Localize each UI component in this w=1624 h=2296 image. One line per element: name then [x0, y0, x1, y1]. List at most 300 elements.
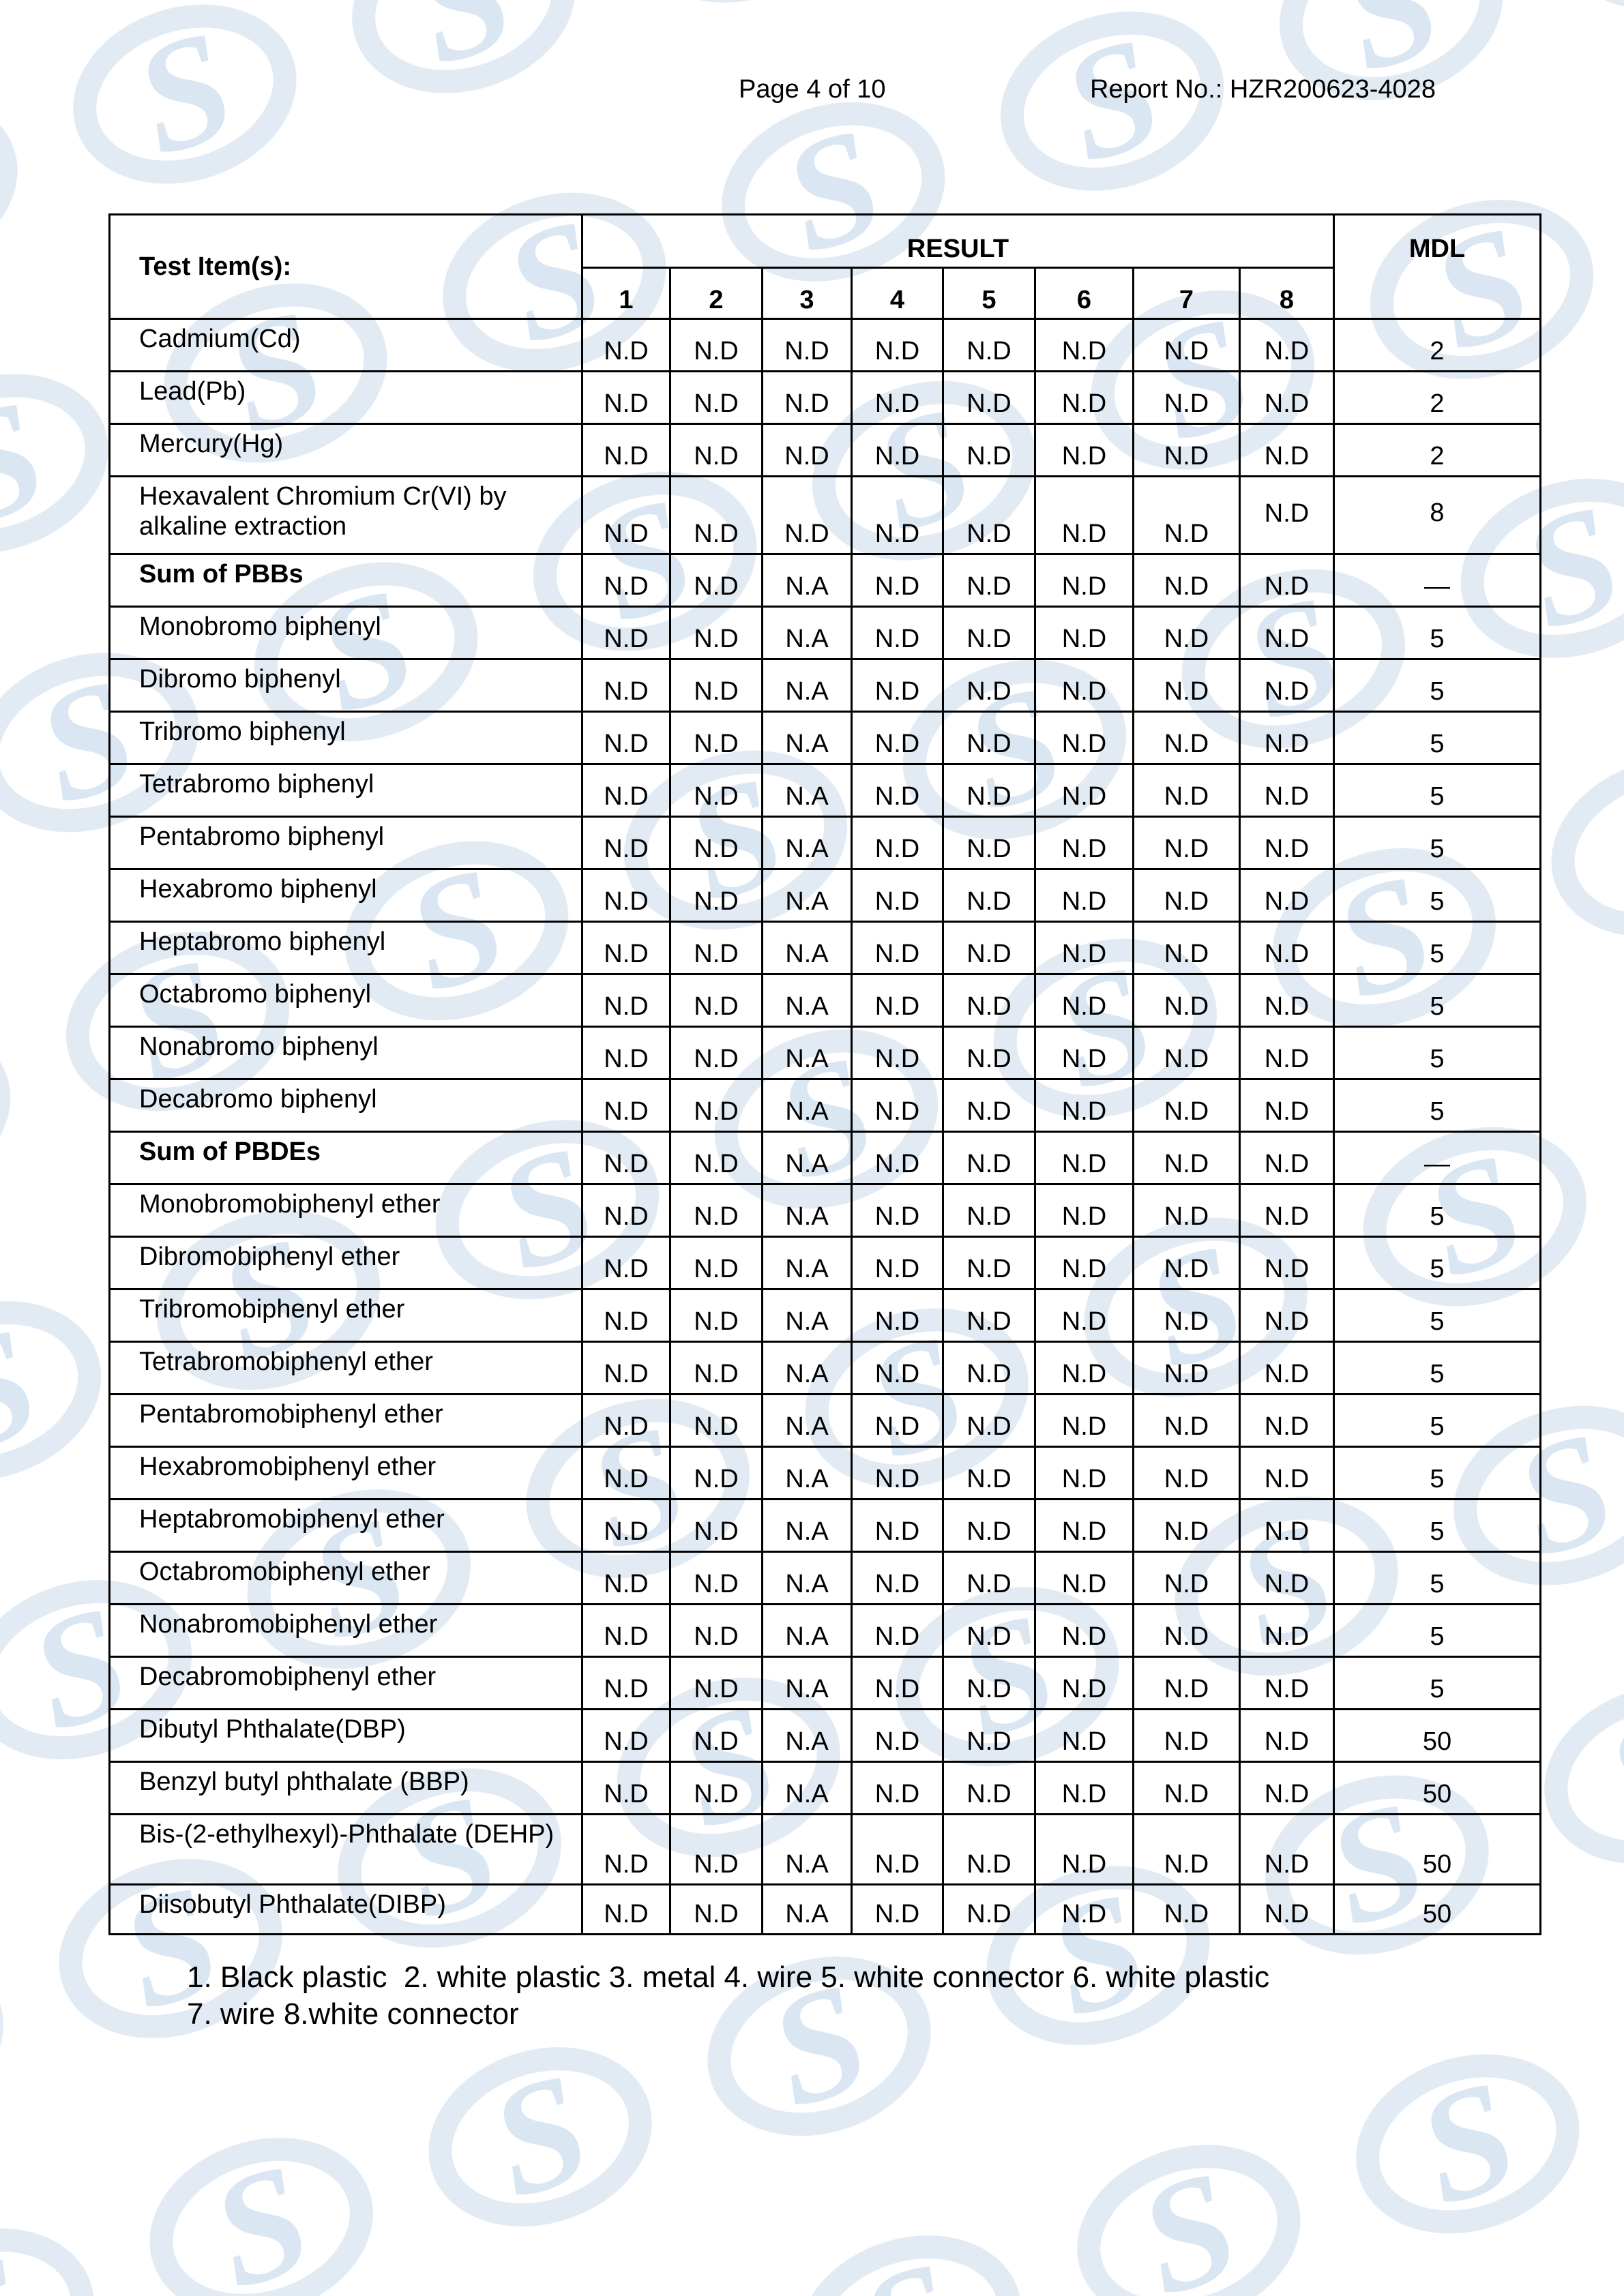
mdl-value: 50: [1334, 1762, 1541, 1815]
result-sample-6: N.D: [1035, 1079, 1134, 1132]
result-sample-2: N.D: [670, 764, 763, 817]
result-sample-3: N.D: [763, 372, 852, 424]
result-sample-8: N.D: [1240, 869, 1334, 922]
result-sample-2: N.D: [670, 1027, 763, 1079]
result-sample-8: N.D: [1240, 1552, 1334, 1605]
test-item-name: Mercury(Hg): [110, 424, 582, 477]
result-sample-5: N.D: [943, 1027, 1035, 1079]
test-item-name: Benzyl butyl phthalate (BBP): [110, 1762, 582, 1815]
result-sample-1: N.D: [582, 1184, 670, 1237]
test-item-name: Dibutyl Phthalate(DBP): [110, 1710, 582, 1762]
sample-legend-line-2: 7. wire 8.white connector: [187, 1997, 519, 2031]
result-sample-3: N.A: [763, 1342, 852, 1395]
test-item-name: Pentabromo biphenyl: [110, 817, 582, 869]
result-sample-3: N.A: [763, 607, 852, 659]
table-row: [110, 1815, 1541, 1885]
test-item-name: Hexavalent Chromium Cr(VI) by alkaline extraction: [110, 477, 582, 554]
test-item-name: Hexabromo biphenyl: [110, 869, 582, 922]
test-item-name: Tribromobiphenyl ether: [110, 1289, 582, 1342]
result-sample-6: N.D: [1035, 1447, 1134, 1500]
mdl-value: 5: [1334, 817, 1541, 869]
mdl-value: 5: [1334, 1447, 1541, 1500]
result-sample-6: N.D: [1035, 922, 1134, 974]
report-number: Report No.: HZR200623-4028: [1090, 75, 1436, 104]
result-sample-5: N.D: [943, 974, 1035, 1027]
test-item-name: Heptabromobiphenyl ether: [110, 1500, 582, 1552]
result-sample-6: N.D: [1035, 1395, 1134, 1447]
result-sample-4: N.D: [852, 607, 943, 659]
mdl-value: 5: [1334, 1395, 1541, 1447]
result-sample-6: N.D: [1035, 1500, 1134, 1552]
result-sample-4: N.D: [852, 1710, 943, 1762]
test-item-name: Octabromo biphenyl: [110, 974, 582, 1027]
table-row: [110, 424, 1541, 477]
result-sample-8: N.D: [1240, 424, 1334, 477]
result-sample-6: N.D: [1035, 1027, 1134, 1079]
result-sample-1: N.D: [582, 922, 670, 974]
result-sample-7: N.D: [1134, 1132, 1240, 1184]
result-sample-5: N.D: [943, 1500, 1035, 1552]
result-sample-5: N.D: [943, 424, 1035, 477]
sample-legend: [187, 1959, 1269, 2033]
table-row: [110, 974, 1541, 1027]
table-row: [110, 659, 1541, 712]
result-sample-7: N.D: [1134, 764, 1240, 817]
sample-legend-line-1: 1. Black plastic 2. white plastic 3. metal 4. wire 5. white connector 6. white plastic: [187, 1960, 1270, 1994]
test-item-name: Tribromo biphenyl: [110, 712, 582, 764]
result-sample-3: N.D: [763, 319, 852, 372]
result-sample-4: N.D: [852, 1815, 943, 1885]
result-sample-2: N.D: [670, 1500, 763, 1552]
result-sample-1: N.D: [582, 1552, 670, 1605]
result-sample-4: N.D: [852, 869, 943, 922]
header-sample-8: 8: [1240, 268, 1334, 319]
result-sample-4: N.D: [852, 477, 943, 554]
result-sample-8: N.D: [1240, 1885, 1334, 1935]
result-sample-3: N.D: [763, 477, 852, 554]
result-sample-4: N.D: [852, 922, 943, 974]
result-sample-1: N.D: [582, 1500, 670, 1552]
result-sample-3: N.A: [763, 554, 852, 607]
result-sample-6: N.D: [1035, 974, 1134, 1027]
test-item-name: Decabromo biphenyl: [110, 1079, 582, 1132]
result-sample-4: N.D: [852, 424, 943, 477]
table-row: [110, 319, 1541, 372]
result-sample-3: N.A: [763, 764, 852, 817]
result-sample-7: N.D: [1134, 1184, 1240, 1237]
result-sample-3: N.D: [763, 424, 852, 477]
result-sample-1: N.D: [582, 1815, 670, 1885]
result-sample-4: N.D: [852, 1605, 943, 1657]
result-sample-1: N.D: [582, 1132, 670, 1184]
result-sample-3: N.A: [763, 1815, 852, 1885]
result-sample-8: N.D: [1240, 1237, 1334, 1289]
table-row: [110, 1342, 1541, 1395]
result-sample-8: N.D: [1240, 1762, 1334, 1815]
test-item-name: Lead(Pb): [110, 372, 582, 424]
result-sample-5: N.D: [943, 1237, 1035, 1289]
result-sample-5: N.D: [943, 372, 1035, 424]
result-sample-2: N.D: [670, 424, 763, 477]
result-sample-2: N.D: [670, 974, 763, 1027]
result-sample-7: N.D: [1134, 659, 1240, 712]
result-sample-1: N.D: [582, 764, 670, 817]
result-sample-1: N.D: [582, 1710, 670, 1762]
result-sample-1: N.D: [582, 1237, 670, 1289]
table-row: [110, 1237, 1541, 1289]
result-sample-5: N.D: [943, 319, 1035, 372]
result-sample-2: N.D: [670, 1605, 763, 1657]
result-sample-3: N.A: [763, 712, 852, 764]
result-sample-6: N.D: [1035, 659, 1134, 712]
result-sample-1: N.D: [582, 659, 670, 712]
mdl-value: 50: [1334, 1710, 1541, 1762]
table-row: [110, 1552, 1541, 1605]
result-sample-4: N.D: [852, 659, 943, 712]
table-row: [110, 1762, 1541, 1815]
result-sample-1: N.D: [582, 974, 670, 1027]
mdl-value: 50: [1334, 1815, 1541, 1885]
header-test-item: Test Item(s):: [110, 215, 582, 319]
table-row: [110, 477, 1541, 554]
result-sample-7: N.D: [1134, 1289, 1240, 1342]
mdl-value: 5: [1334, 607, 1541, 659]
result-sample-1: N.D: [582, 1447, 670, 1500]
mdl-value: 5: [1334, 974, 1541, 1027]
table-row: [110, 712, 1541, 764]
table-row: [110, 1710, 1541, 1762]
result-sample-5: N.D: [943, 1184, 1035, 1237]
mdl-value: 2: [1334, 424, 1541, 477]
mdl-value: 5: [1334, 1605, 1541, 1657]
table-row: [110, 1289, 1541, 1342]
result-sample-5: N.D: [943, 1447, 1035, 1500]
result-sample-1: N.D: [582, 1657, 670, 1710]
result-sample-3: N.A: [763, 1395, 852, 1447]
mdl-value: 5: [1334, 1552, 1541, 1605]
result-sample-3: N.A: [763, 1184, 852, 1237]
table-row: [110, 1132, 1541, 1184]
result-sample-5: N.D: [943, 869, 1035, 922]
result-sample-1: N.D: [582, 1762, 670, 1815]
result-sample-6: N.D: [1035, 1762, 1134, 1815]
mdl-value: 5: [1334, 1342, 1541, 1395]
result-sample-3: N.A: [763, 1552, 852, 1605]
result-sample-2: N.D: [670, 1657, 763, 1710]
result-sample-1: N.D: [582, 1885, 670, 1935]
test-item-name: Monobromobiphenyl ether: [110, 1184, 582, 1237]
header-sample-6: 6: [1035, 268, 1134, 319]
result-sample-6: N.D: [1035, 607, 1134, 659]
header-sample-2: 2: [670, 268, 763, 319]
test-item-name: Hexabromobiphenyl ether: [110, 1447, 582, 1500]
result-sample-6: N.D: [1035, 1289, 1134, 1342]
result-sample-7: N.D: [1134, 1710, 1240, 1762]
result-sample-4: N.D: [852, 974, 943, 1027]
result-sample-4: N.D: [852, 1079, 943, 1132]
header-sample-3: 3: [763, 268, 852, 319]
result-sample-8: N.D: [1240, 1815, 1334, 1885]
mdl-value: 8: [1334, 477, 1541, 554]
result-sample-8: N.D: [1240, 1132, 1334, 1184]
result-sample-4: N.D: [852, 1552, 943, 1605]
result-sample-6: N.D: [1035, 319, 1134, 372]
result-sample-6: N.D: [1035, 817, 1134, 869]
result-sample-1: N.D: [582, 1342, 670, 1395]
result-sample-8: N.D: [1240, 1447, 1334, 1500]
result-sample-5: N.D: [943, 1395, 1035, 1447]
result-sample-4: N.D: [852, 319, 943, 372]
result-sample-4: N.D: [852, 1885, 943, 1935]
result-sample-8: N.D: [1240, 1657, 1334, 1710]
table-row: [110, 1447, 1541, 1500]
result-sample-5: N.D: [943, 477, 1035, 554]
result-sample-3: N.A: [763, 974, 852, 1027]
test-item-name: Octabromobiphenyl ether: [110, 1552, 582, 1605]
result-sample-1: N.D: [582, 1289, 670, 1342]
result-sample-5: N.D: [943, 1762, 1035, 1815]
header-result: RESULT: [582, 215, 1334, 268]
table-row: [110, 1885, 1541, 1935]
result-sample-4: N.D: [852, 554, 943, 607]
test-item-name: Diisobutyl Phthalate(DIBP): [110, 1885, 582, 1935]
test-item-name: Heptabromo biphenyl: [110, 922, 582, 974]
result-sample-2: N.D: [670, 1552, 763, 1605]
result-sample-7: N.D: [1134, 1657, 1240, 1710]
result-sample-2: N.D: [670, 1447, 763, 1500]
result-sample-5: N.D: [943, 607, 1035, 659]
result-sample-7: N.D: [1134, 1605, 1240, 1657]
result-sample-8: N.D: [1240, 1079, 1334, 1132]
mdl-value: 2: [1334, 372, 1541, 424]
result-sample-3: N.A: [763, 817, 852, 869]
result-sample-7: N.D: [1134, 712, 1240, 764]
result-sample-7: N.D: [1134, 922, 1240, 974]
result-sample-3: N.A: [763, 1237, 852, 1289]
result-sample-1: N.D: [582, 319, 670, 372]
result-sample-5: N.D: [943, 712, 1035, 764]
test-item-name: Nonabromo biphenyl: [110, 1027, 582, 1079]
result-sample-8: N.D: [1240, 712, 1334, 764]
result-sample-2: N.D: [670, 372, 763, 424]
result-sample-6: N.D: [1035, 712, 1134, 764]
result-sample-4: N.D: [852, 1395, 943, 1447]
result-sample-5: N.D: [943, 659, 1035, 712]
result-sample-2: N.D: [670, 477, 763, 554]
result-sample-8: N.D: [1240, 1289, 1334, 1342]
result-sample-7: N.D: [1134, 1552, 1240, 1605]
result-sample-4: N.D: [852, 1184, 943, 1237]
result-sample-7: N.D: [1134, 607, 1240, 659]
result-sample-4: N.D: [852, 764, 943, 817]
result-sample-8: N.D: [1240, 974, 1334, 1027]
table-row: [110, 922, 1541, 974]
table-row: [110, 607, 1541, 659]
result-sample-7: N.D: [1134, 1762, 1240, 1815]
result-sample-4: N.D: [852, 1762, 943, 1815]
mdl-value: 5: [1334, 1657, 1541, 1710]
result-sample-2: N.D: [670, 1342, 763, 1395]
result-sample-3: N.A: [763, 922, 852, 974]
result-sample-4: N.D: [852, 1027, 943, 1079]
result-sample-5: N.D: [943, 1657, 1035, 1710]
result-sample-1: N.D: [582, 1079, 670, 1132]
mdl-value: 5: [1334, 1289, 1541, 1342]
result-sample-4: N.D: [852, 1500, 943, 1552]
result-sample-5: N.D: [943, 764, 1035, 817]
result-sample-8: N.D: [1240, 1500, 1334, 1552]
result-sample-6: N.D: [1035, 477, 1134, 554]
result-sample-8: N.D: [1240, 1027, 1334, 1079]
table-row: [110, 1395, 1541, 1447]
test-item-name: Tetrabromo biphenyl: [110, 764, 582, 817]
result-sample-6: N.D: [1035, 1657, 1134, 1710]
result-sample-6: N.D: [1035, 554, 1134, 607]
result-sample-3: N.A: [763, 1447, 852, 1500]
result-sample-7: N.D: [1134, 1027, 1240, 1079]
table-row: [110, 1657, 1541, 1710]
result-sample-7: N.D: [1134, 1815, 1240, 1885]
result-sample-7: N.D: [1134, 372, 1240, 424]
mdl-value: 2: [1334, 319, 1541, 372]
mdl-value: 5: [1334, 1237, 1541, 1289]
result-sample-5: N.D: [943, 1885, 1035, 1935]
result-sample-2: N.D: [670, 1395, 763, 1447]
result-sample-6: N.D: [1035, 1815, 1134, 1885]
result-sample-8: N.D: [1240, 477, 1334, 554]
result-sample-2: N.D: [670, 607, 763, 659]
table-row: [110, 817, 1541, 869]
table-row: [110, 1500, 1541, 1552]
result-sample-1: N.D: [582, 1027, 670, 1079]
result-sample-5: N.D: [943, 1079, 1035, 1132]
mdl-value: —: [1334, 554, 1541, 607]
result-sample-2: N.D: [670, 922, 763, 974]
table-row: [110, 764, 1541, 817]
result-sample-4: N.D: [852, 1447, 943, 1500]
result-sample-5: N.D: [943, 1605, 1035, 1657]
result-sample-5: N.D: [943, 1342, 1035, 1395]
result-sample-1: N.D: [582, 817, 670, 869]
result-sample-5: N.D: [943, 1289, 1035, 1342]
result-sample-7: N.D: [1134, 1885, 1240, 1935]
result-sample-8: N.D: [1240, 1184, 1334, 1237]
result-sample-7: N.D: [1134, 1342, 1240, 1395]
result-sample-2: N.D: [670, 817, 763, 869]
result-sample-4: N.D: [852, 1657, 943, 1710]
result-sample-6: N.D: [1035, 1710, 1134, 1762]
result-sample-4: N.D: [852, 1132, 943, 1184]
result-sample-6: N.D: [1035, 1184, 1134, 1237]
header-sample-1: 1: [582, 268, 670, 319]
result-sample-8: N.D: [1240, 319, 1334, 372]
result-sample-7: N.D: [1134, 554, 1240, 607]
result-sample-4: N.D: [852, 372, 943, 424]
result-sample-7: N.D: [1134, 424, 1240, 477]
result-sample-6: N.D: [1035, 869, 1134, 922]
result-sample-7: N.D: [1134, 1237, 1240, 1289]
page-number: Page 4 of 10: [739, 75, 886, 104]
result-sample-4: N.D: [852, 1342, 943, 1395]
result-sample-8: N.D: [1240, 1605, 1334, 1657]
result-sample-2: N.D: [670, 1079, 763, 1132]
result-sample-2: N.D: [670, 659, 763, 712]
result-sample-6: N.D: [1035, 372, 1134, 424]
result-sample-4: N.D: [852, 1237, 943, 1289]
mdl-value: 50: [1334, 1885, 1541, 1935]
result-sample-8: N.D: [1240, 554, 1334, 607]
header-sample-7: 7: [1134, 268, 1240, 319]
result-sample-2: N.D: [670, 1289, 763, 1342]
mdl-value: 5: [1334, 869, 1541, 922]
result-sample-7: N.D: [1134, 1395, 1240, 1447]
result-sample-5: N.D: [943, 1552, 1035, 1605]
mdl-value: 5: [1334, 1027, 1541, 1079]
table-row: [110, 869, 1541, 922]
test-item-name: Decabromobiphenyl ether: [110, 1657, 582, 1710]
result-sample-6: N.D: [1035, 424, 1134, 477]
result-sample-8: N.D: [1240, 1342, 1334, 1395]
result-sample-7: N.D: [1134, 1079, 1240, 1132]
mdl-value: 5: [1334, 1184, 1541, 1237]
result-sample-6: N.D: [1035, 1132, 1134, 1184]
result-sample-2: N.D: [670, 1815, 763, 1885]
result-sample-7: N.D: [1134, 319, 1240, 372]
result-sample-8: N.D: [1240, 1710, 1334, 1762]
mdl-value: 5: [1334, 1079, 1541, 1132]
test-results-table: [108, 213, 1541, 1935]
result-sample-8: N.D: [1240, 764, 1334, 817]
result-sample-3: N.A: [763, 1605, 852, 1657]
result-sample-6: N.D: [1035, 1885, 1134, 1935]
result-sample-6: N.D: [1035, 1552, 1134, 1605]
result-sample-3: N.A: [763, 1079, 852, 1132]
result-sample-5: N.D: [943, 554, 1035, 607]
result-sample-7: N.D: [1134, 477, 1240, 554]
table-row: [110, 372, 1541, 424]
result-sample-5: N.D: [943, 1710, 1035, 1762]
table-row: [110, 1184, 1541, 1237]
test-item-name: Sum of PBDEs: [110, 1132, 582, 1184]
result-sample-3: N.A: [763, 1027, 852, 1079]
result-sample-4: N.D: [852, 1289, 943, 1342]
test-item-name: Sum of PBBs: [110, 554, 582, 607]
result-sample-3: N.A: [763, 869, 852, 922]
result-sample-2: N.D: [670, 1710, 763, 1762]
result-sample-5: N.D: [943, 1132, 1035, 1184]
result-sample-1: N.D: [582, 554, 670, 607]
result-sample-3: N.A: [763, 1657, 852, 1710]
result-sample-1: N.D: [582, 607, 670, 659]
result-sample-3: N.A: [763, 1500, 852, 1552]
result-sample-1: N.D: [582, 1395, 670, 1447]
header-mdl: MDL: [1334, 215, 1541, 319]
result-sample-3: N.A: [763, 1289, 852, 1342]
mdl-value: 5: [1334, 922, 1541, 974]
result-sample-1: N.D: [582, 712, 670, 764]
result-sample-3: N.A: [763, 1132, 852, 1184]
result-sample-8: N.D: [1240, 372, 1334, 424]
test-item-name: Tetrabromobiphenyl ether: [110, 1342, 582, 1395]
result-sample-1: N.D: [582, 372, 670, 424]
result-sample-2: N.D: [670, 1132, 763, 1184]
result-sample-7: N.D: [1134, 974, 1240, 1027]
result-sample-5: N.D: [943, 817, 1035, 869]
result-sample-2: N.D: [670, 554, 763, 607]
result-sample-5: N.D: [943, 1815, 1035, 1885]
result-sample-7: N.D: [1134, 869, 1240, 922]
result-sample-2: N.D: [670, 319, 763, 372]
